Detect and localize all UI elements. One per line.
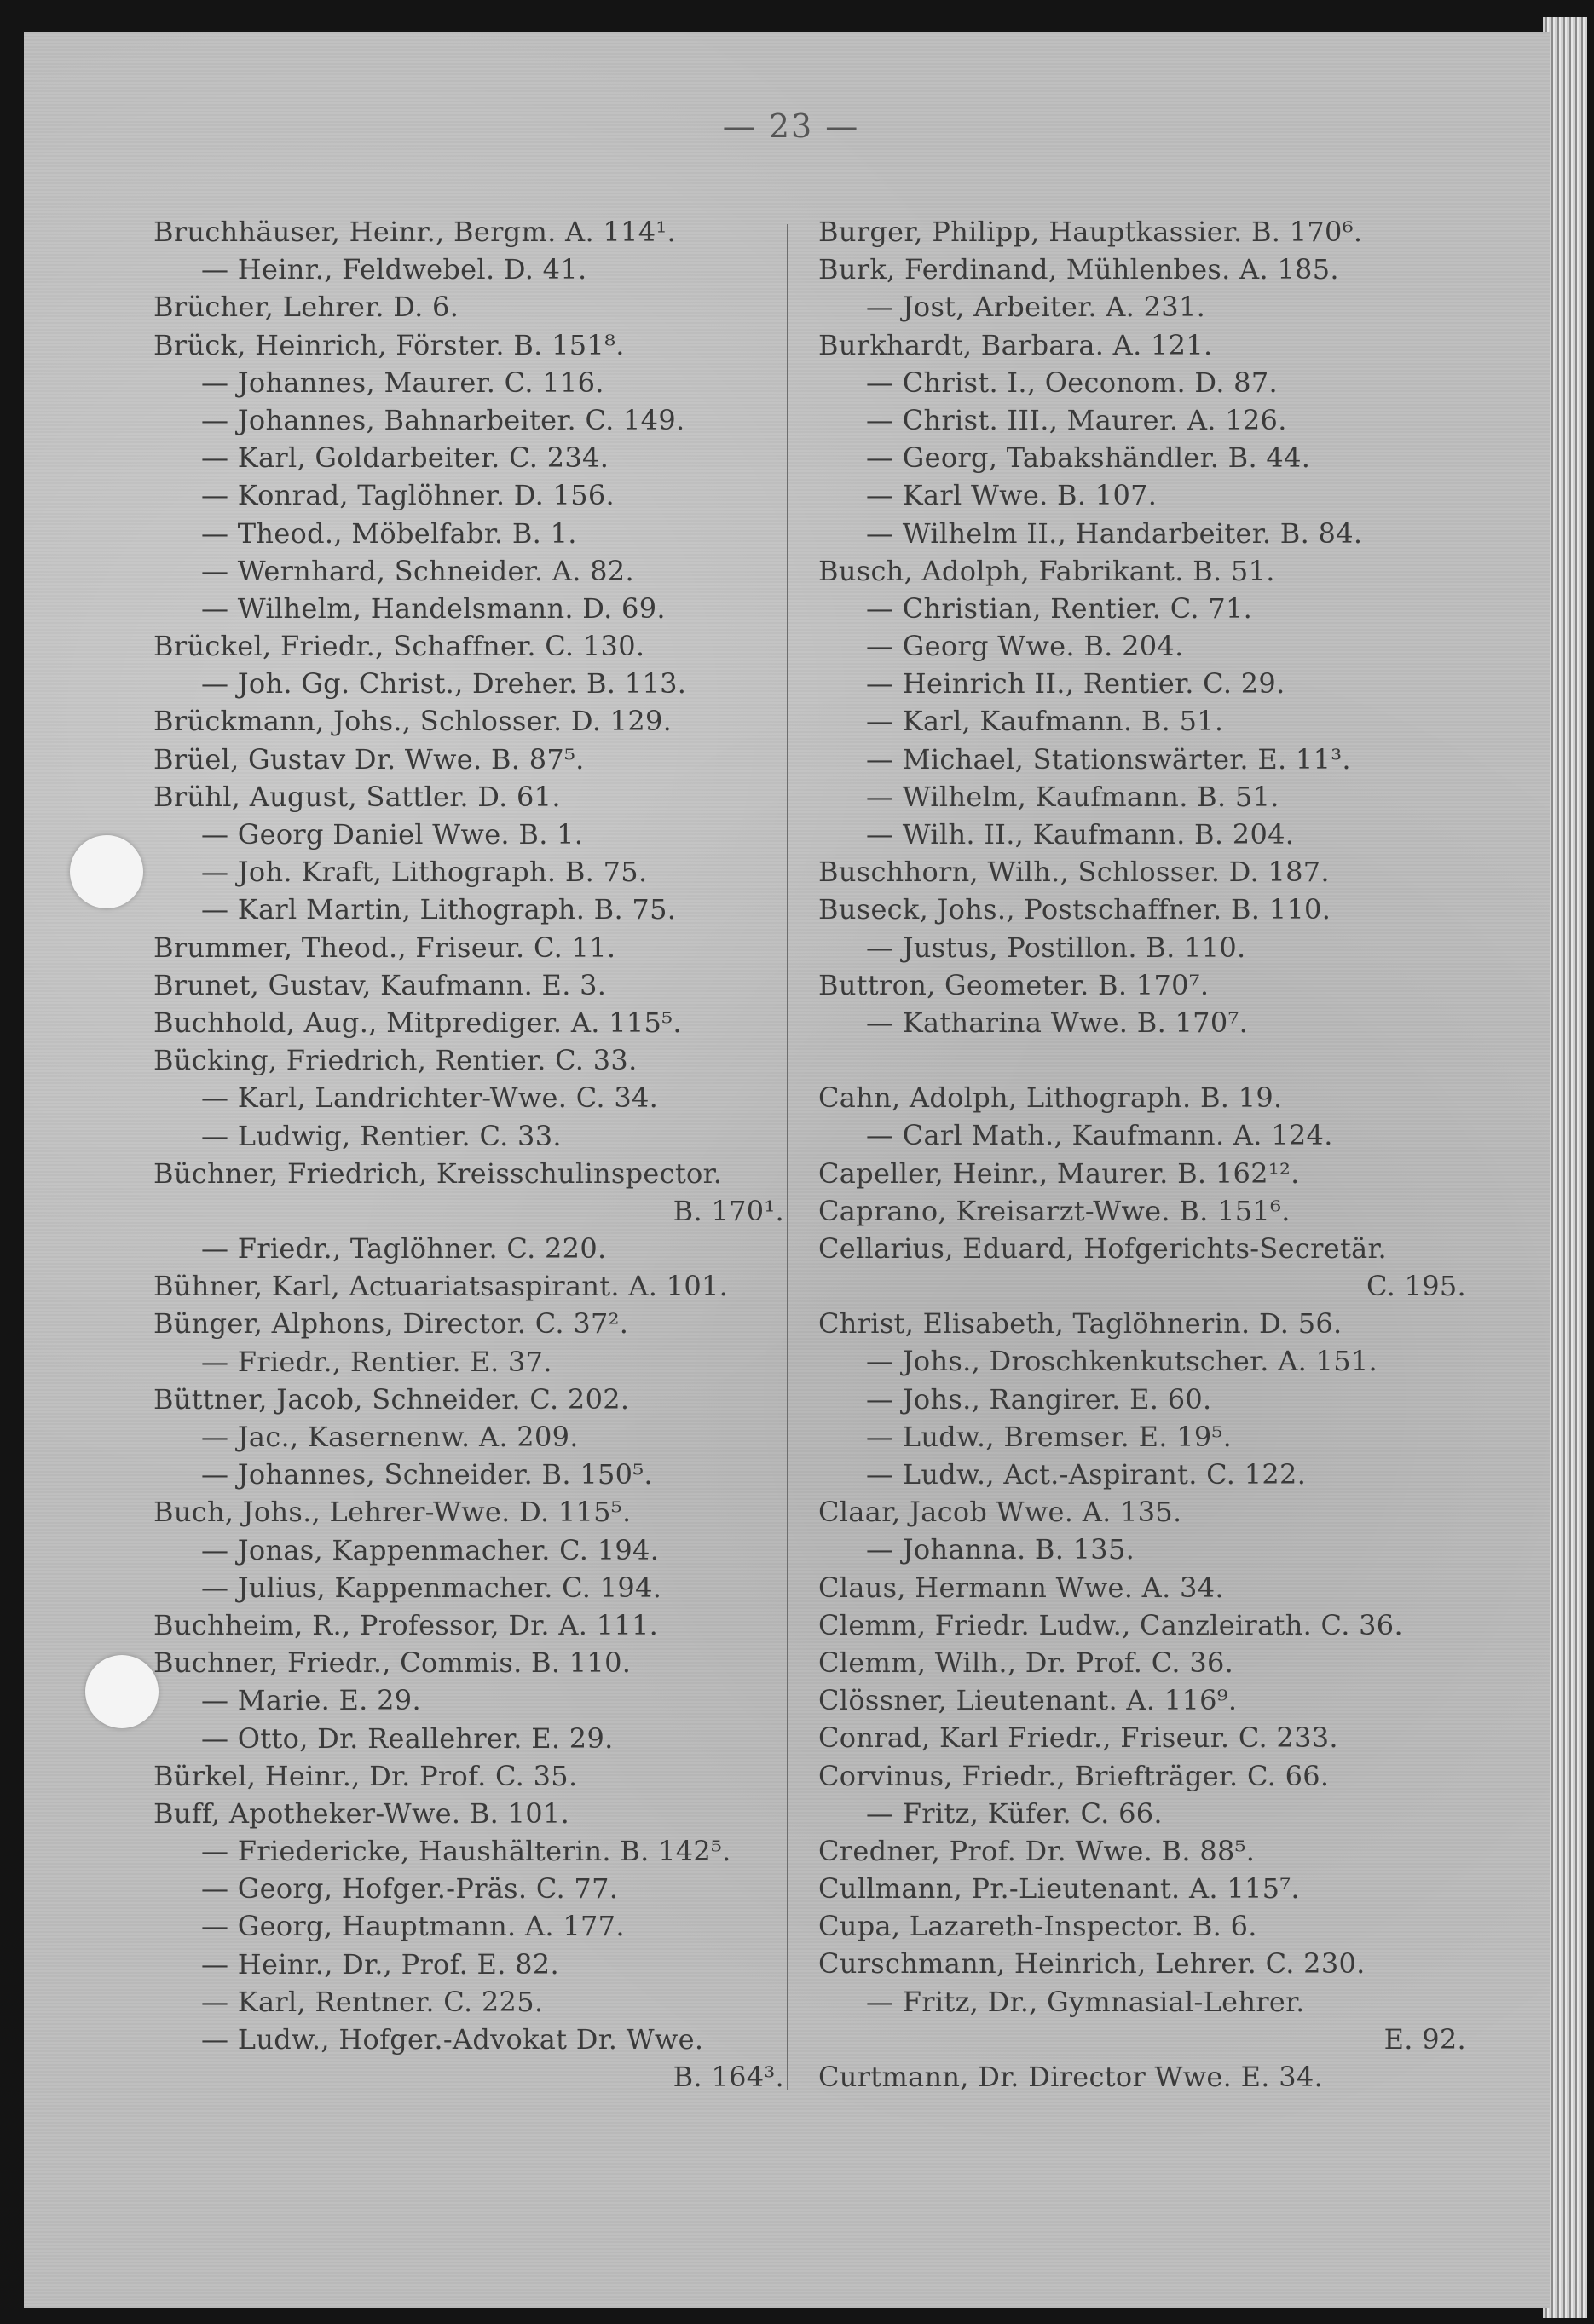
directory-entry: Claus, Hermann Wwe. A. 34. xyxy=(818,1571,1224,1604)
directory-entry: — Wilh. II., Kaufmann. B. 204. xyxy=(866,818,1295,851)
directory-entry: — Jost, Arbeiter. A. 231. xyxy=(866,291,1206,324)
directory-entry: — Karl, Landrichter-Wwe. C. 34. xyxy=(201,1081,659,1115)
directory-entry: Cahn, Adolph, Lithograph. B. 19. xyxy=(818,1081,1283,1115)
directory-entry: Buchheim, R., Professor, Dr. A. 111. xyxy=(153,1608,659,1641)
directory-entry: — Johs., Droschkenkutscher. A. 151. xyxy=(866,1345,1377,1378)
directory-entry: — Carl Math., Kaufmann. A. 124. xyxy=(866,1119,1333,1152)
directory-entry: — Karl Martin, Lithograph. B. 75. xyxy=(201,893,677,926)
directory-entry: Clemm, Friedr. Ludw., Canzleirath. C. 36. xyxy=(818,1608,1403,1641)
directory-entry: Büchner, Friedrich, Kreisschulinspector. xyxy=(153,1156,723,1190)
directory-entry: Cellarius, Eduard, Hofgerichts-Secretär. xyxy=(818,1231,1388,1265)
directory-entry: — Georg, Hofger.-Präs. C. 77. xyxy=(201,1872,619,1906)
directory-entry: — Karl, Goldarbeiter. C. 234. xyxy=(201,441,609,475)
directory-entry: — Friedr., Taglöhner. C. 220. xyxy=(201,1232,607,1266)
directory-entry: Capeller, Heinr., Maurer. B. 162¹². xyxy=(818,1156,1300,1190)
directory-entry: Brücher, Lehrer. D. 6. xyxy=(153,291,459,324)
punch-hole-bottom xyxy=(85,1655,159,1728)
directory-entry: — Wilhelm, Kaufmann. B. 51. xyxy=(866,780,1279,813)
directory-entry: — Georg, Tabakshändler. B. 44. xyxy=(866,441,1311,475)
directory-entry: Brüel, Gustav Dr. Wwe. B. 87⁵. xyxy=(153,742,585,776)
directory-entry: — Friedericke, Haushälterin. B. 142⁵. xyxy=(201,1835,731,1868)
directory-entry: Cupa, Lazareth-Inspector. B. 6. xyxy=(818,1910,1257,1943)
directory-entry: Brückmann, Johs., Schlosser. D. 129. xyxy=(153,705,673,738)
entry-continuation: E. 92. xyxy=(1383,2022,1466,2056)
directory-entry: — Joh. Gg. Christ., Dreher. B. 113. xyxy=(201,667,687,701)
directory-entry: — Heinr., Feldwebel. D. 41. xyxy=(201,253,587,286)
directory-entry: Bühner, Karl, Actuariatsaspirant. A. 101. xyxy=(153,1270,729,1303)
column-divider xyxy=(787,224,788,2090)
directory-entry: Busch, Adolph, Fabrikant. B. 51. xyxy=(818,554,1275,587)
directory-entry: Claar, Jacob Wwe. A. 135. xyxy=(818,1496,1182,1529)
directory-entry: Bünger, Alphons, Director. C. 37². xyxy=(153,1307,629,1341)
directory-entry: Burk, Ferdinand, Mühlenbes. A. 185. xyxy=(818,253,1339,286)
directory-entry: — Karl Wwe. B. 107. xyxy=(866,479,1158,512)
directory-entry: — Julius, Kappenmacher. C. 194. xyxy=(201,1571,662,1604)
directory-entry: Buchhold, Aug., Mitprediger. A. 115⁵. xyxy=(153,1006,682,1039)
directory-entry: — Christ. III., Maurer. A. 126. xyxy=(866,403,1287,436)
directory-entry: Buch, Johs., Lehrer-Wwe. D. 115⁵. xyxy=(153,1496,632,1529)
directory-entry: — Christ. I., Oeconom. D. 87. xyxy=(866,366,1278,399)
directory-entry: — Marie. E. 29. xyxy=(201,1684,421,1717)
directory-entry: — Johannes, Schneider. B. 150⁵. xyxy=(201,1458,653,1491)
directory-entry: Bruchhäuser, Heinr., Bergm. A. 114¹. xyxy=(153,216,676,248)
directory-entry: — Michael, Stationswärter. E. 11³. xyxy=(866,742,1351,776)
directory-entry: — Joh. Kraft, Lithograph. B. 75. xyxy=(201,856,648,889)
directory-entry: Clössner, Lieutenant. A. 116⁹. xyxy=(818,1684,1238,1717)
directory-entry: Büttner, Jacob, Schneider. C. 202. xyxy=(153,1382,630,1416)
directory-entry: — Ludw., Bremser. E. 19⁵. xyxy=(866,1420,1233,1453)
directory-entry: Conrad, Karl Friedr., Friseur. C. 233. xyxy=(818,1721,1338,1755)
directory-page xyxy=(24,32,1550,2308)
directory-entry: — Theod., Möbelfabr. B. 1. xyxy=(201,516,577,550)
directory-entry: Cullmann, Pr.-Lieutenant. A. 115⁷. xyxy=(818,1872,1300,1906)
directory-entry: — Johannes, Bahnarbeiter. C. 149. xyxy=(201,403,685,436)
directory-entry: — Konrad, Taglöhner. D. 156. xyxy=(201,479,615,512)
directory-entry: Buseck, Johs., Postschaffner. B. 110. xyxy=(818,893,1331,926)
directory-entry: — Justus, Postillon. B. 110. xyxy=(866,931,1246,964)
directory-entry: — Christian, Rentier. C. 71. xyxy=(866,591,1253,625)
directory-entry: — Wilhelm II., Handarbeiter. B. 84. xyxy=(866,516,1363,550)
directory-entry: — Ludwig, Rentier. C. 33. xyxy=(201,1119,562,1152)
entry-continuation: B. 164³. xyxy=(673,2061,784,2094)
directory-entry: — Fritz, Küfer. C. 66. xyxy=(866,1796,1163,1830)
directory-entry: Christ, Elisabeth, Taglöhnerin. D. 56. xyxy=(818,1307,1343,1341)
directory-entry: — Heinr., Dr., Prof. E. 82. xyxy=(201,1947,559,1981)
directory-entry: — Johs., Rangirer. E. 60. xyxy=(866,1382,1212,1416)
directory-entry: Buschhorn, Wilh., Schlosser. D. 187. xyxy=(818,856,1330,889)
directory-entry: Curschmann, Heinrich, Lehrer. C. 230. xyxy=(818,1947,1366,1981)
entry-continuation: C. 195. xyxy=(1366,1270,1466,1303)
entry-continuation: B. 170¹. xyxy=(673,1194,784,1227)
directory-entry: — Wilhelm, Handelsmann. D. 69. xyxy=(201,591,666,625)
left-column xyxy=(153,213,801,2096)
directory-entry: Brunet, Gustav, Kaufmann. E. 3. xyxy=(153,968,607,1001)
directory-entry: Bücking, Friedrich, Rentier. C. 33. xyxy=(153,1044,638,1077)
directory-entry: Brummer, Theod., Friseur. C. 11. xyxy=(153,931,616,964)
directory-entry: — Katharina Wwe. B. 170⁷. xyxy=(866,1006,1249,1039)
directory-entry: Brühl, August, Sattler. D. 61. xyxy=(153,780,561,813)
directory-entry: Clemm, Wilh., Dr. Prof. C. 36. xyxy=(818,1646,1234,1679)
directory-entry: Credner, Prof. Dr. Wwe. B. 88⁵. xyxy=(818,1834,1256,1867)
directory-entry: — Fritz, Dr., Gymnasial-Lehrer. xyxy=(866,1985,1305,2018)
directory-entry: — Karl, Rentner. C. 225. xyxy=(201,1985,544,2018)
directory-entry: Corvinus, Friedr., Briefträger. C. 66. xyxy=(818,1759,1330,1792)
directory-entry: Brück, Heinrich, Förster. B. 151⁸. xyxy=(153,328,625,361)
directory-entry: Brückel, Friedr., Schaffner. C. 130. xyxy=(153,630,645,663)
directory-entry: — Wernhard, Schneider. A. 82. xyxy=(201,554,634,587)
right-column xyxy=(818,213,1483,2096)
directory-entry: — Johannes, Maurer. C. 116. xyxy=(201,366,604,399)
directory-entry: Buchner, Friedr., Commis. B. 110. xyxy=(153,1646,632,1680)
directory-entry: — Otto, Dr. Reallehrer. E. 29. xyxy=(201,1721,614,1755)
directory-entry: Curtmann, Dr. Director Wwe. E. 34. xyxy=(818,2061,1324,2093)
directory-entry: Buttron, Geometer. B. 170⁷. xyxy=(818,968,1210,1001)
directory-entry: Bürkel, Heinr., Dr. Prof. C. 35. xyxy=(153,1759,578,1792)
directory-entry: — Georg Wwe. B. 204. xyxy=(866,630,1184,663)
directory-entry: — Jac., Kasernenw. A. 209. xyxy=(201,1421,579,1453)
punch-hole-top xyxy=(70,835,143,908)
directory-entry: — Karl, Kaufmann. B. 51. xyxy=(866,705,1224,738)
directory-entry: Buff, Apotheker-Wwe. B. 101. xyxy=(153,1796,570,1830)
page-number: — 23 — xyxy=(722,107,860,145)
directory-entry: Burkhardt, Barbara. A. 121. xyxy=(818,328,1213,361)
directory-entry: — Jonas, Kappenmacher. C. 194. xyxy=(201,1533,660,1566)
directory-entry: Caprano, Kreisarzt-Wwe. B. 151⁶. xyxy=(818,1194,1291,1227)
directory-entry: — Georg Daniel Wwe. B. 1. xyxy=(201,818,584,851)
directory-entry: — Friedr., Rentier. E. 37. xyxy=(201,1345,552,1378)
directory-entry: — Ludw., Act.-Aspirant. C. 122. xyxy=(866,1458,1307,1491)
directory-entry: — Ludw., Hofger.-Advokat Dr. Wwe. xyxy=(201,2023,704,2056)
directory-entry: — Johanna. B. 135. xyxy=(866,1533,1135,1566)
directory-entry: Burger, Philipp, Hauptkassier. B. 170⁶. xyxy=(818,216,1363,248)
directory-entry: — Heinrich II., Rentier. C. 29. xyxy=(866,667,1285,701)
directory-entry: — Georg, Hauptmann. A. 177. xyxy=(201,1910,625,1943)
